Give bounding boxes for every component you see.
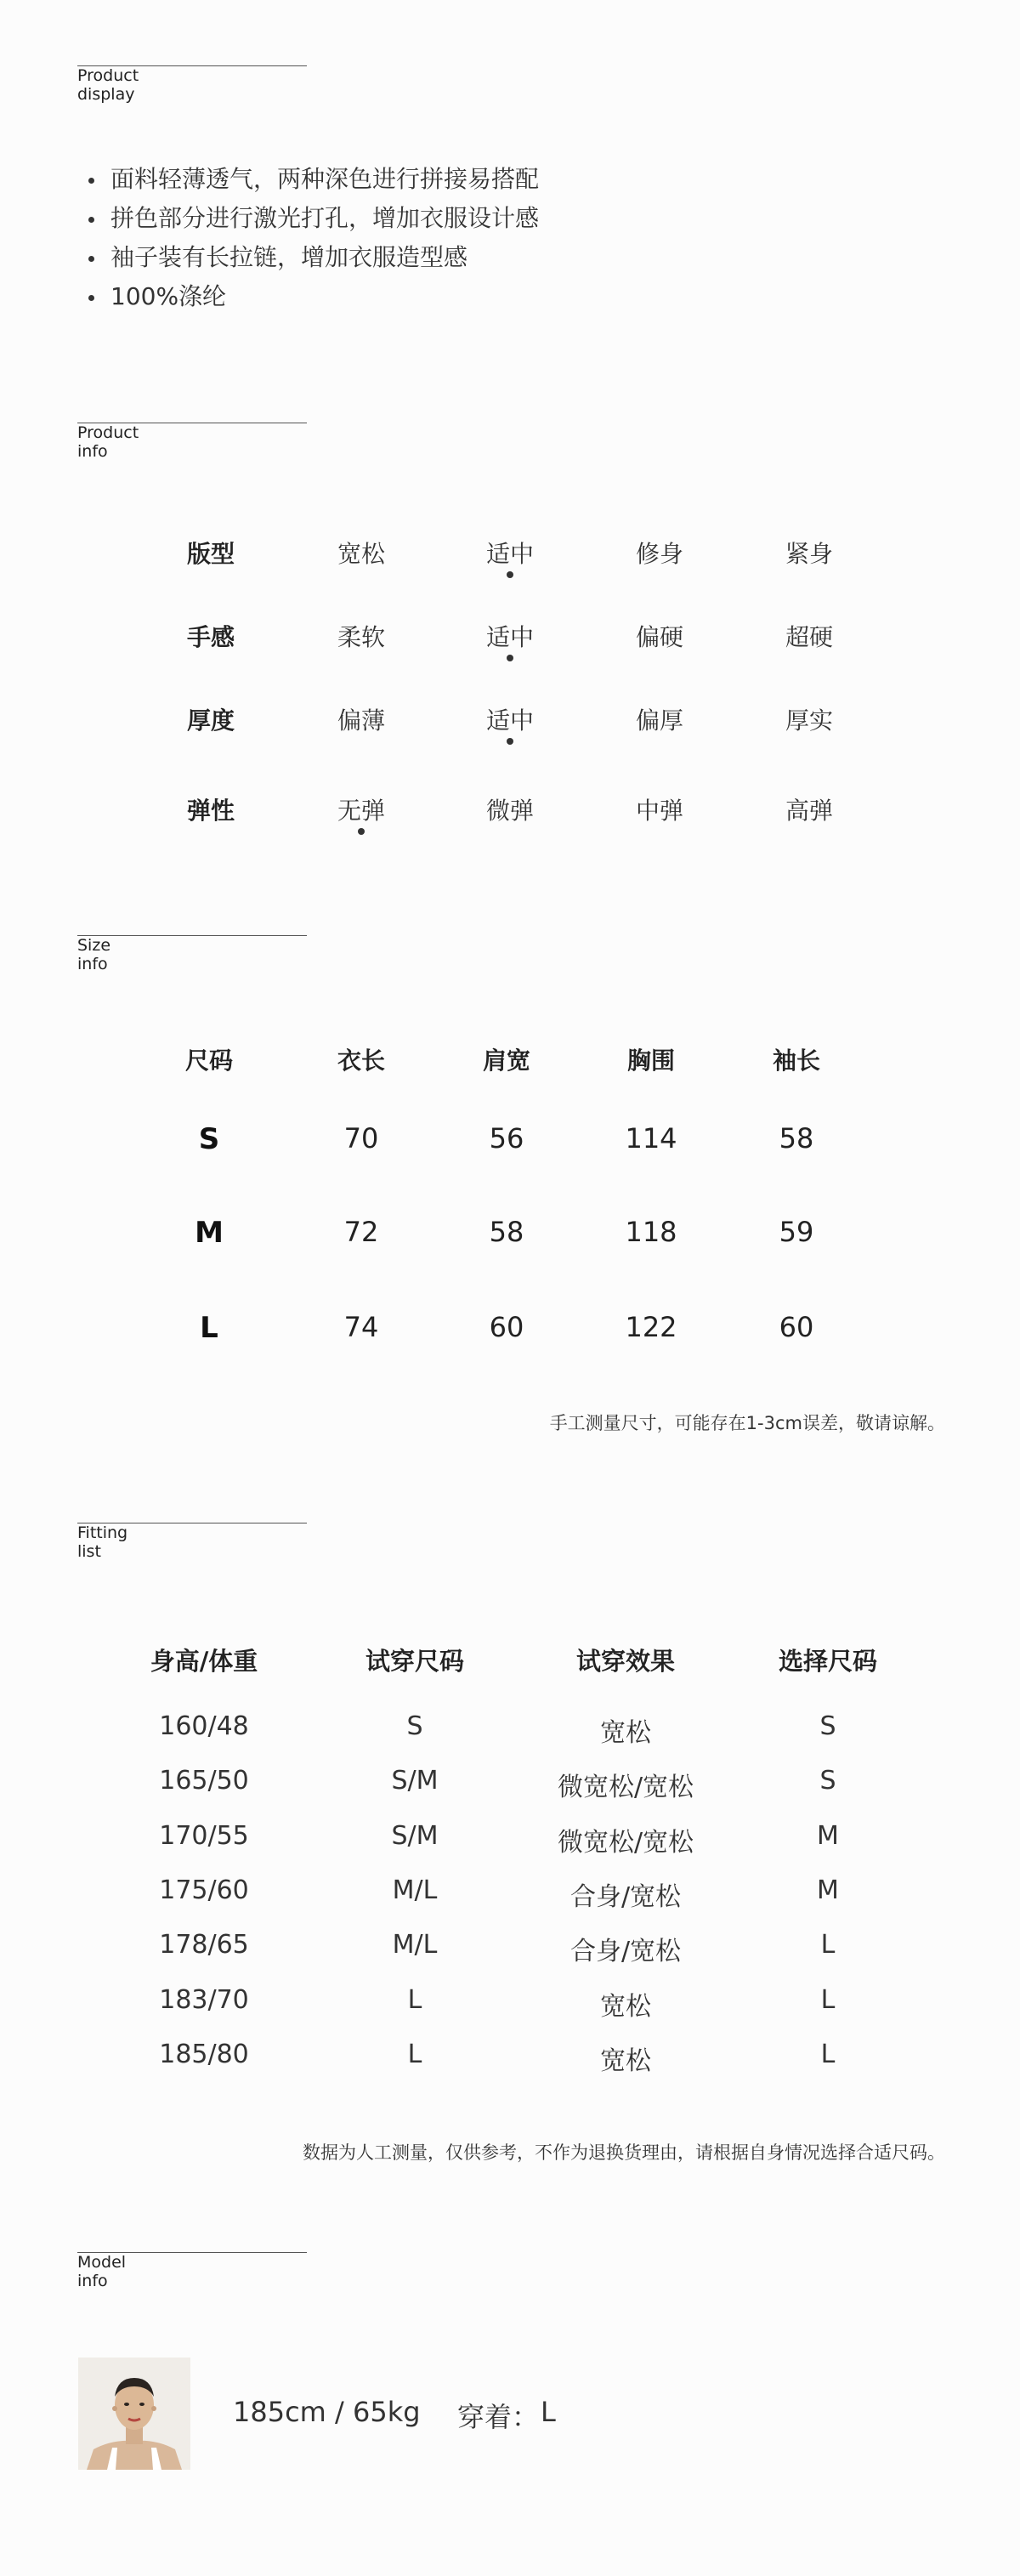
size-value: 74 [343, 1311, 379, 1343]
feature-list [85, 160, 539, 316]
section-title-line2: info [77, 955, 108, 973]
fitting-table-cell: S [406, 1711, 423, 1741]
model-portrait-image [78, 2358, 190, 2470]
size-table-header: 肩宽 [482, 1047, 531, 1075]
fitting-table-cell: 170/55 [159, 1821, 249, 1851]
fitting-table-cell: 185/80 [159, 2040, 249, 2069]
product-info-option: 厚实 [785, 706, 834, 735]
size-label: M [195, 1216, 224, 1250]
selected-indicator-dot [507, 571, 513, 578]
product-info-option: 偏薄 [337, 706, 386, 735]
product-info-option: 中弹 [635, 797, 684, 825]
selected-indicator-dot [507, 655, 513, 661]
size-value: 58 [489, 1216, 524, 1248]
size-value: 58 [779, 1122, 814, 1155]
fitting-table-header: 身高/体重 [150, 1647, 258, 1676]
product-info-label: 弹性 [186, 797, 235, 825]
size-table-header: 胸围 [626, 1047, 676, 1075]
size-label: L [200, 1311, 218, 1345]
fitting-table-cell: M/L [392, 1930, 438, 1960]
fitting-table-cell: L [820, 2040, 836, 2069]
section-header-size-info [77, 935, 307, 973]
selected-indicator-dot [507, 738, 513, 745]
fitting-table-cell: 微宽松/宽松 [557, 1773, 694, 1802]
size-value: 122 [625, 1311, 677, 1343]
size-value: 56 [489, 1122, 524, 1155]
section-title-line1: Product [77, 66, 139, 85]
fitting-table-cell: 183/70 [159, 1985, 249, 2015]
feature-item: 袖子装有长拉链，增加衣服造型感 [85, 238, 539, 277]
product-info-option: 适中 [485, 540, 535, 568]
product-info-option: 偏厚 [635, 706, 684, 735]
fitting-table-cell: L [407, 2040, 422, 2069]
product-info-option: 偏硬 [635, 623, 684, 651]
section-title-line1: Product [77, 423, 139, 442]
fitting-table-cell: M [817, 1821, 839, 1851]
fitting-table-cell: 165/50 [159, 1766, 249, 1796]
section-title-line2: info [77, 442, 108, 461]
section-title-line1: Fitting [77, 1523, 128, 1542]
size-value: 59 [779, 1216, 814, 1248]
divider [77, 935, 307, 936]
feature-item: 面料轻薄透气，两种深色进行拼接易搭配 [85, 160, 539, 199]
size-table-header: 尺码 [184, 1047, 234, 1075]
fitting-table-cell: 178/65 [159, 1930, 249, 1960]
fitting-table-cell: 微宽松/宽松 [557, 1828, 694, 1858]
product-info-option: 宽松 [337, 540, 386, 568]
product-info-option: 柔软 [337, 623, 386, 651]
size-table-header: 衣长 [337, 1047, 386, 1075]
fitting-table-cell: L [820, 1930, 836, 1960]
fitting-table-cell: M/L [392, 1875, 438, 1905]
product-info-label: 厚度 [186, 706, 235, 735]
section-title-line1: Size [77, 936, 111, 955]
section-header-model-info [77, 2252, 307, 2290]
product-info-option: 微弹 [485, 797, 535, 825]
size-value: 60 [779, 1311, 814, 1343]
model-photo [78, 2358, 190, 2470]
fitting-table-cell: S [819, 1711, 836, 1741]
product-info-option: 适中 [485, 706, 535, 735]
fitting-note: 数据为人工测量，仅供参考，不作为退换货理由，请根据自身情况选择合适尺码。 [303, 2142, 945, 2163]
size-value: 118 [625, 1216, 677, 1248]
fitting-table-cell: 宽松 [600, 1992, 651, 2022]
fitting-table-cell: L [407, 1985, 422, 2015]
fitting-table-cell: S/M [391, 1821, 439, 1851]
fitting-table-cell: 175/60 [159, 1875, 249, 1905]
model-wearing-size: L [541, 2396, 556, 2428]
product-info-option: 适中 [485, 623, 535, 651]
fitting-table-header: 试穿效果 [575, 1647, 676, 1676]
fitting-table-header: 试穿尺码 [365, 1647, 465, 1676]
fitting-table-cell: 合身/宽松 [570, 1882, 682, 1912]
selected-indicator-dot [358, 828, 365, 835]
product-info-option: 超硬 [785, 623, 834, 651]
feature-item: 拼色部分进行激光打孔，增加衣服设计感 [85, 199, 539, 238]
size-table-header: 袖长 [772, 1047, 821, 1075]
section-title-line2: display [77, 85, 135, 104]
section-header-product-display [77, 65, 307, 104]
size-value: 60 [489, 1311, 524, 1343]
size-value: 70 [343, 1122, 379, 1155]
size-value: 114 [625, 1122, 677, 1155]
size-value: 72 [343, 1216, 379, 1248]
section-title-line1: Model [77, 2253, 127, 2272]
product-info-label: 手感 [186, 623, 235, 651]
product-info-option: 高弹 [785, 797, 834, 825]
section-header-product-info [77, 423, 307, 461]
fitting-table-cell: S [819, 1766, 836, 1796]
fitting-table-cell: L [820, 1985, 836, 2015]
fitting-table-cell: 宽松 [600, 2046, 651, 2076]
section-header-fitting-list [77, 1523, 307, 1561]
fitting-table-cell: 合身/宽松 [570, 1937, 682, 1966]
fitting-table-cell: 宽松 [600, 1718, 651, 1748]
model-wearing-label: 穿着： [457, 2401, 540, 2433]
section-title-line2: list [77, 1542, 101, 1561]
product-info-option: 紧身 [785, 540, 834, 568]
fitting-table-cell: S/M [391, 1766, 439, 1796]
fitting-table-cell: 160/48 [159, 1711, 249, 1741]
product-info-option: 修身 [635, 540, 684, 568]
size-label: S [198, 1122, 220, 1156]
product-info-label: 版型 [186, 540, 235, 568]
fitting-table-cell: M [817, 1875, 839, 1905]
fitting-table-header: 选择尺码 [778, 1647, 878, 1676]
size-note: 手工测量尺寸，可能存在1-3cm误差，敬请谅解。 [549, 1413, 945, 1433]
product-info-option: 无弹 [337, 797, 386, 825]
model-stats: 185cm / 65kg [233, 2396, 421, 2428]
section-title-line2: info [77, 2272, 108, 2290]
feature-item: 100%涤纶 [85, 277, 539, 316]
